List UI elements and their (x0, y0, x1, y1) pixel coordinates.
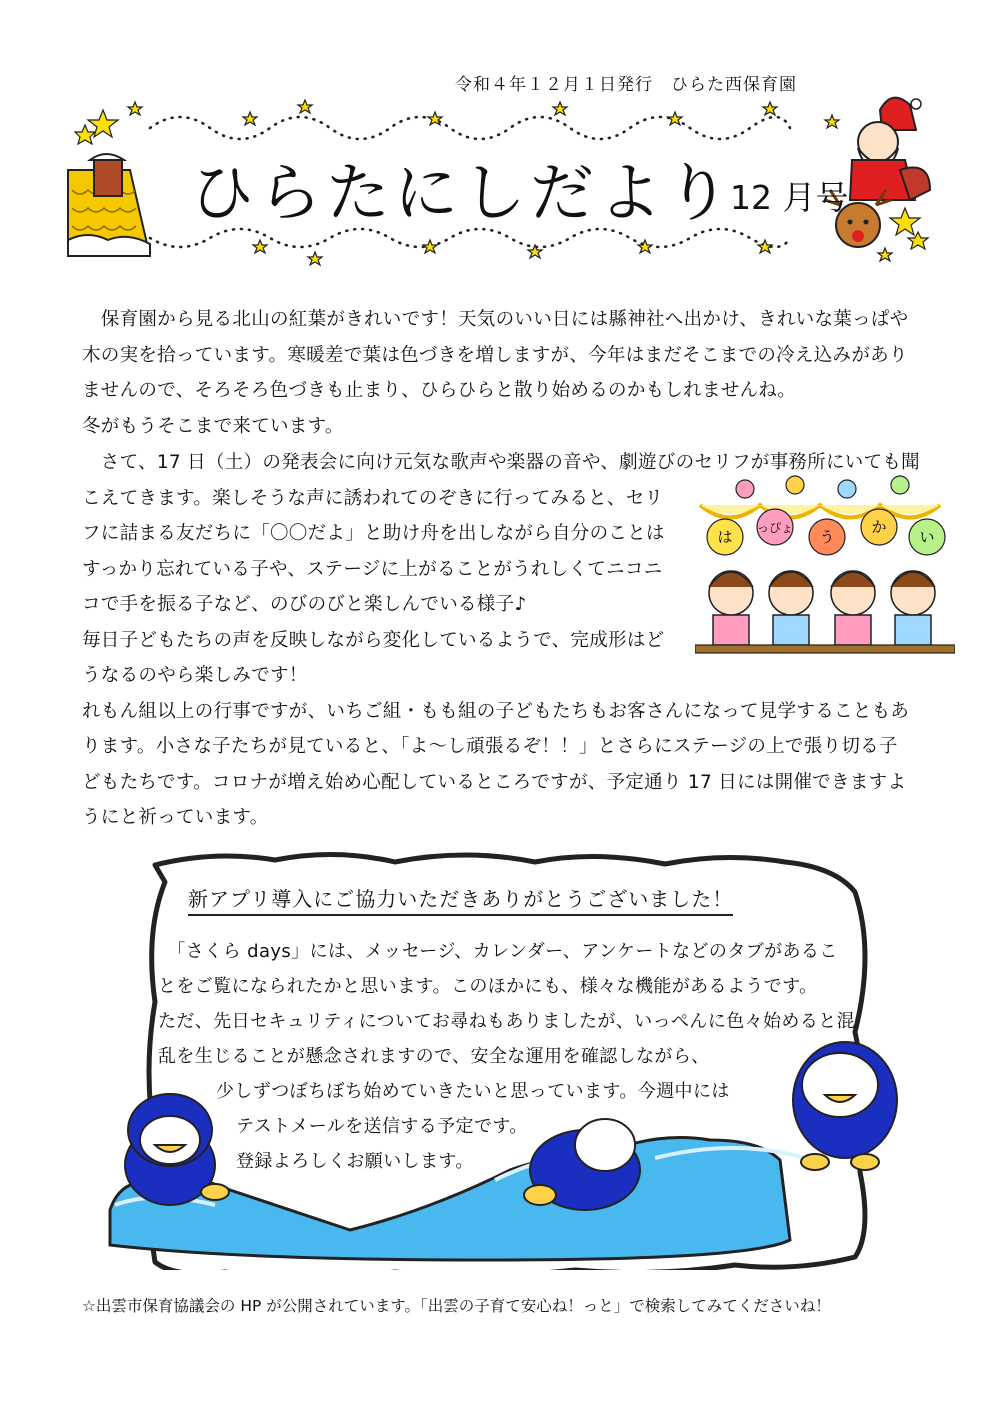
text-line: うなるのやら楽しみです！ (82, 665, 308, 686)
text-line: すっかり忘れている子や、ステージに上がることがうれしくてニコニ (82, 558, 663, 580)
text-line: れもん組以上の行事ですが、いちご組・もも組の子どもたちもお客さんになって見学することもあ (82, 700, 910, 722)
text-line: コで手を振る子など、のびのびと楽しんでいる様子♪ (82, 594, 527, 615)
star-icon (763, 102, 777, 115)
text-line: 登録よろしくお願いします。 (236, 1151, 474, 1172)
house-roof-illustration (68, 154, 150, 256)
star-icon (825, 115, 839, 128)
children-illustration (709, 571, 935, 645)
star-icon (128, 102, 142, 115)
dotted-border-top (150, 117, 790, 139)
recital-letter: っぴょ (756, 521, 794, 535)
text-line: 乱を生じることが懸念されますので、安全な運用を確認しながら、 (158, 1046, 710, 1067)
notice-title: 新アプリ導入にご協力いただきありがとうございました！ (188, 883, 733, 916)
notice-text-block-1 (158, 934, 855, 1074)
star-icon (668, 112, 682, 125)
recital-letter: う (819, 528, 835, 546)
text-line: 冬がもうそこまで来ています。 (82, 415, 344, 437)
recital-letter: は (717, 528, 733, 546)
text-line: とをご覧になられたかと思います。このほかにも、様々な機能があるようです。 (158, 976, 818, 997)
star-icon (553, 102, 567, 115)
star-icon (638, 240, 652, 253)
star-icon (758, 240, 772, 253)
santa-illustration (850, 98, 930, 200)
star-icon (890, 208, 920, 235)
text-line: 「さくら days」には、メッセージ、カレンダー、アンケートなどのタブがあるこ (158, 941, 838, 962)
notice-text-block-2 (236, 1109, 528, 1179)
issue-month: 12 月号 (730, 178, 849, 217)
recital-letter: か (871, 518, 887, 536)
flower-garland (736, 476, 909, 498)
text-line: 毎日子どもたちの声を反映しながら変化しているようで、完成形はど (82, 629, 665, 651)
notice-text-mid (216, 1074, 730, 1109)
text-line: うにと祈っています。 (82, 807, 269, 828)
text-line: 保育園から見る北山の紅葉がきれいです！天気のいい日には縣神社へ出かけ、きれいな葉っぱや (82, 309, 909, 330)
recital-letter: い (919, 528, 935, 546)
issue-info: 令和４年１２月１日発行 ひらた西保育園 (455, 75, 797, 95)
text-line: ただ、先日セキュリティについてお尋ねもありましたが、いっぺんに色々始めると混 (158, 1011, 856, 1032)
text-line: 少しずつぼちぼち始めていきたいと思っています。今週中には (216, 1081, 730, 1102)
star-icon (878, 248, 892, 261)
star-icon (243, 112, 257, 125)
recital-illustration (695, 475, 955, 665)
text-line: さて、17 日（土）の発表会に向け元気な歌声や楽器の音や、劇遊びのセリフが事務所にいても聞 (82, 452, 920, 473)
star-icon (908, 232, 928, 249)
star-icon (75, 125, 95, 144)
text-line: ませんので、そろそろ色づきも止まり、ひらひらと散り始めるのかもしれませんね。 (82, 380, 797, 401)
text-line: 木の実を拾っています。寒暖差で葉は色づきを増しますが、今年はまだそこまでの冷え込みがあり (82, 344, 908, 366)
star-icon (528, 245, 542, 258)
text-line: フに詰まる友だちに「〇〇だよ」と助け舟を出しながら自分のことは (82, 523, 665, 544)
star-icon (423, 240, 437, 253)
star-icon (298, 100, 312, 113)
article-paragraph-1 (82, 302, 908, 444)
footnote: ☆出雲市保育協議会の HP が公開されています。「出雲の子育て安心ね！っと」で検索してみてくださいね！ (82, 1297, 831, 1315)
text-line: テストメールを送信する予定です。 (236, 1116, 528, 1137)
newsletter-title: ひらたにしだより (190, 157, 734, 231)
text-line: どもたちです。コロナが増え始め心配しているところですが、予定通り 17 日には開催できますよ (82, 771, 907, 793)
text-line: こえてきます。楽しそうな声に誘われてのぞきに行ってみると、セリ (82, 487, 664, 509)
text-line: ります。小さな子たちが見ていると、「よ～し頑張るぞ！！」とさらにステージの上で張り切る子 (82, 736, 898, 757)
star-icon (308, 252, 322, 265)
star-icon (253, 240, 267, 253)
